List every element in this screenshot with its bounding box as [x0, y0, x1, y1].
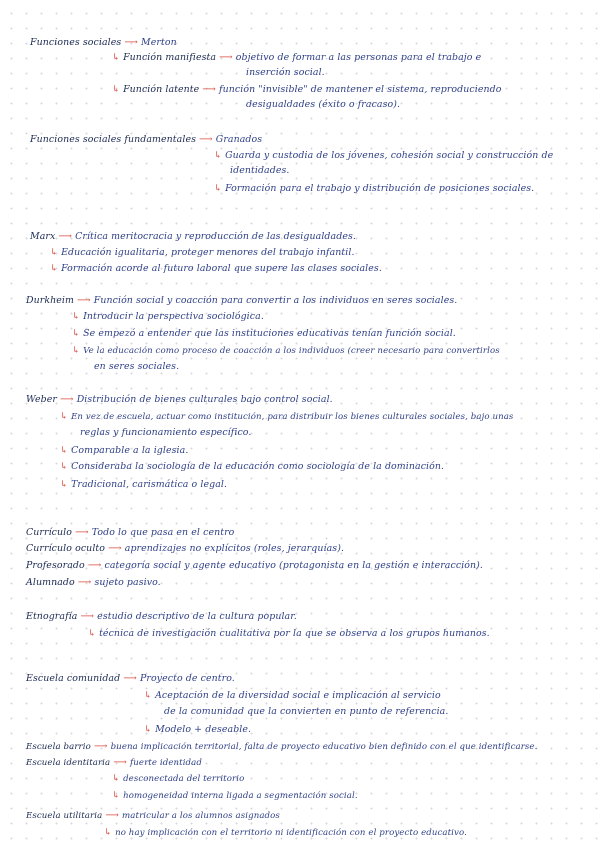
note-text: Todo lo que pasa en el centro	[91, 527, 235, 538]
key-term: Profesorado	[26, 560, 85, 571]
note-text: Guarda y custodia de los jóvenes, cohesión social y construcción de	[225, 150, 554, 161]
note-text: desconectada del territorio	[123, 774, 245, 784]
key-term: Currículo oculto	[26, 543, 106, 554]
note-text: no hay implicación con el territorio ni identificación con el proyecto educativo.	[115, 828, 467, 838]
arrow-icon: ⟶	[202, 84, 216, 95]
note-line	[60, 479, 227, 491]
note-text: Se empezó a entender que las instituciones educativas tenían función social.	[83, 328, 456, 339]
note-line	[26, 577, 161, 589]
sub-arrow-icon: ↳	[60, 445, 68, 456]
note-text: objetivo de formar a las personas para el trabajo e	[235, 52, 482, 63]
note-text: identidades.	[230, 165, 290, 176]
key-term: Marx	[30, 231, 56, 242]
sub-arrow-icon: ↳	[144, 690, 152, 701]
arrow-icon: ⟶	[77, 295, 91, 306]
note-text: Educación igualitaria, proteger menores del trabajo infantil.	[61, 247, 355, 258]
key-term: Etnografía	[26, 611, 78, 622]
note-text: en seres sociales.	[94, 361, 180, 372]
note-line	[26, 394, 333, 406]
note-text: desigualdades (éxito o fracaso).	[246, 99, 401, 110]
note-text: homogeneidad interna ligada a segmentación social.	[123, 791, 358, 801]
key-term: Currículo	[26, 527, 73, 538]
arrow-icon: ⟶	[80, 611, 95, 622]
note-line	[26, 741, 537, 753]
arrow-icon: ⟶	[77, 577, 92, 588]
sub-arrow-icon: ↳	[72, 311, 80, 322]
note-text: Formación para el trabajo y distribución de posiciones sociales.	[225, 183, 535, 194]
note-line	[26, 757, 202, 769]
note-line	[94, 361, 179, 373]
note-line	[26, 527, 234, 539]
sub-arrow-icon: ↳	[112, 84, 120, 95]
key-term: Escuela identitaria	[26, 758, 111, 768]
note-line	[26, 810, 280, 822]
note-text: de la comunidad que la convierten en punto de referencia.	[164, 706, 449, 717]
note-text: matricular a los alumnos asignados	[122, 811, 280, 821]
arrow-icon: ⟶	[219, 52, 233, 63]
arrow-icon: ⟶	[108, 543, 122, 554]
note-text: sujeto pasivo.	[94, 577, 161, 588]
note-text: buena implicación territorial, falta de proyecto educativo bien definido con el que identificarse.	[110, 742, 538, 752]
arrow-icon: ⟶	[75, 527, 89, 538]
sub-arrow-icon: ↳	[214, 150, 222, 161]
note-line	[164, 706, 448, 718]
note-line	[144, 724, 251, 736]
note-text: Consideraba la sociología de la educación como sociología de la dominación.	[71, 461, 445, 472]
key-term: Funciones sociales	[30, 37, 122, 48]
sub-arrow-icon: ↳	[112, 52, 120, 63]
sub-arrow-icon: ↳	[72, 328, 80, 339]
note-line	[26, 560, 483, 572]
sub-arrow-icon: ↳	[60, 411, 68, 422]
note-line	[30, 231, 356, 243]
key-term: Weber	[26, 394, 57, 405]
sub-arrow-icon: ↳	[144, 724, 152, 735]
note-text: Granados	[215, 134, 263, 145]
note-text: categoría social y agente educativo (protagonista en la gestión e interacción).	[104, 560, 484, 571]
note-text: Distribución de bienes culturales bajo control social.	[76, 394, 333, 405]
arrow-icon: ⟶	[105, 810, 119, 821]
note-line	[60, 445, 188, 457]
note-text: Ve la educación como proceso de coacción a los individuos (creer necesario para convertirlos	[83, 346, 500, 356]
note-line	[230, 165, 289, 177]
note-text: Formación acorde al futuro laboral que supere las clases sociales.	[61, 263, 382, 274]
note-line	[112, 84, 501, 96]
sub-arrow-icon: ↳	[72, 345, 80, 356]
note-line	[246, 67, 325, 79]
arrow-icon: ⟶	[124, 37, 138, 48]
note-text: Tradicional, carismática o legal.	[71, 479, 228, 490]
key-term: Escuela barrio	[26, 742, 91, 752]
sub-arrow-icon: ↳	[50, 247, 58, 258]
sub-arrow-icon: ↳	[104, 827, 112, 838]
arrow-icon: ⟶	[199, 134, 213, 145]
note-text: En vez de escuela, actuar como institución, para distribuir los bienes culturales sociales, bajo unas	[71, 412, 514, 422]
note-line	[112, 52, 481, 64]
sub-arrow-icon: ↳	[60, 479, 68, 490]
arrow-icon: ⟶	[123, 673, 137, 684]
note-line	[60, 411, 513, 423]
note-text: aprendizajes no explícitos (roles, jerarquías).	[124, 543, 345, 554]
note-line	[26, 295, 457, 307]
note-text: Merton	[141, 37, 177, 48]
note-line	[30, 37, 177, 49]
key-term: Alumnado	[26, 577, 75, 588]
note-line	[50, 263, 382, 275]
note-text: fuerte identidad	[129, 758, 202, 768]
arrow-icon: ⟶	[58, 231, 72, 242]
note-text: Aceptación de la diversidad social e implicación al servicio	[155, 690, 441, 701]
note-text: técnica de investigación cualitativa por la que se observa a los grupos humanos.	[99, 628, 490, 639]
sub-arrow-icon: ↳	[60, 461, 68, 472]
key-term: Función manifiesta	[123, 52, 217, 63]
note-line	[144, 690, 441, 702]
note-text: Modelo + deseable.	[155, 724, 252, 735]
note-line	[104, 827, 467, 839]
key-term: Escuela utilitaria	[26, 811, 103, 821]
sub-arrow-icon: ↳	[112, 790, 120, 801]
note-line	[60, 461, 444, 473]
sub-arrow-icon: ↳	[50, 263, 58, 274]
note-text: Proyecto de centro.	[139, 673, 235, 684]
note-line	[80, 427, 251, 439]
note-line	[50, 247, 355, 259]
note-line	[246, 99, 400, 111]
note-line	[30, 134, 262, 146]
note-text: reglas y funcionamiento específico.	[80, 427, 252, 438]
note-line	[72, 328, 456, 340]
note-text: inserción social.	[246, 67, 325, 78]
note-line	[112, 773, 244, 785]
sub-arrow-icon: ↳	[88, 628, 96, 639]
note-line	[214, 150, 553, 162]
note-line	[214, 183, 534, 195]
note-text: función "invisible" de mantener el sistema, reproduciendo	[219, 84, 502, 95]
key-term: Función latente	[123, 84, 200, 95]
note-text: estudio descriptivo de la cultura popular.	[97, 611, 297, 622]
sub-arrow-icon: ↳	[112, 773, 120, 784]
arrow-icon: ⟶	[87, 560, 102, 571]
note-text: Función social y coacción para convertir a los individuos en seres sociales.	[93, 295, 458, 306]
note-line	[88, 628, 490, 640]
key-term: Funciones sociales fundamentales	[30, 134, 197, 145]
arrow-icon: ⟶	[60, 394, 74, 405]
arrow-icon: ⟶	[113, 757, 127, 768]
note-line	[26, 673, 235, 685]
key-term: Escuela comunidad	[26, 673, 121, 684]
note-line	[26, 611, 297, 623]
note-text: Comparable a la iglesia.	[71, 445, 189, 456]
note-line	[72, 311, 264, 323]
arrow-icon: ⟶	[93, 741, 108, 752]
note-line	[26, 543, 344, 555]
note-line	[72, 345, 500, 357]
key-term: Durkheim	[26, 295, 74, 306]
note-text: Crítica meritocracia y reproducción de las desigualdades.	[75, 231, 356, 242]
sub-arrow-icon: ↳	[214, 183, 222, 194]
note-line	[112, 790, 358, 802]
note-text: Introducir la perspectiva sociológica.	[83, 311, 264, 322]
